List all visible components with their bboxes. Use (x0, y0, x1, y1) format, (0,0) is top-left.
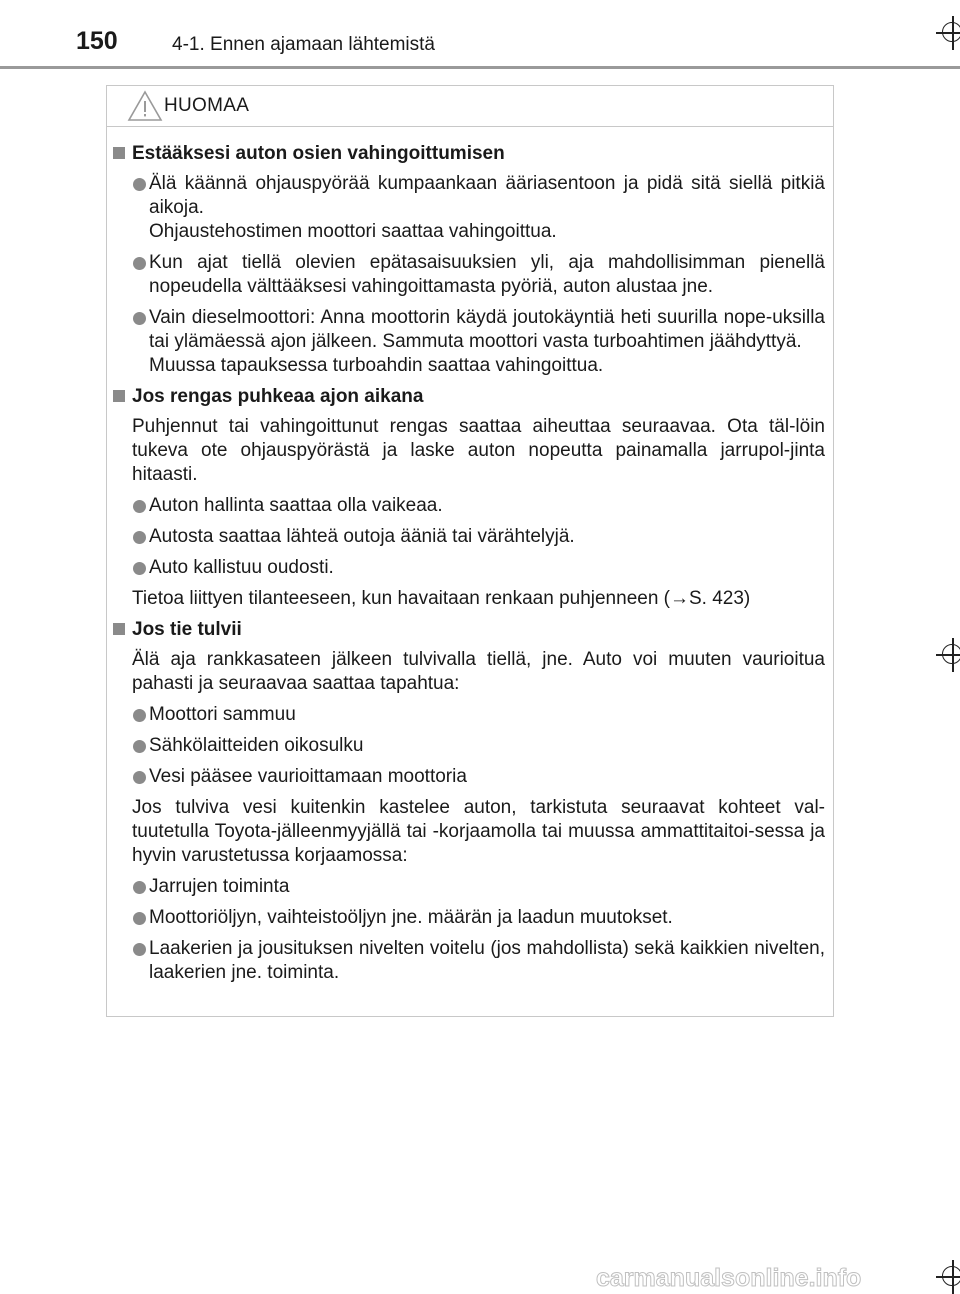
caution-header (107, 86, 833, 127)
caution-box (106, 85, 834, 1017)
round-bullet-icon (133, 943, 146, 956)
page-number: 150 (76, 27, 118, 55)
list-item: Auton hallinta saattaa olla vaikeaa. (113, 494, 825, 518)
section-heading: Jos rengas puhkeaa ajon aikana (113, 385, 825, 409)
list-item: Moottori sammuu (113, 703, 825, 727)
list-item: Vain dieselmoottori: Anna moottorin käydä joutokäyntiä heti suurilla nope-uksilla tai ylämäessä ajon jälkeen. Sammuta moottori vasta turboahtimen jäähdyttyä. Muussa tapauksessa turboahdin saattaa vahingoittua. (113, 306, 825, 378)
watermark-text: carmanualsonline.info (596, 1264, 862, 1292)
round-bullet-icon (133, 178, 146, 191)
square-bullet-icon (113, 623, 125, 635)
paragraph: Puhjennut tai vahingoittunut rengas saattaa aiheuttaa seuraavaa. Ota täl-löin tukeva ote ohjauspyörästä ja laske auton nopeutta painamalla jarrupol-jinta hitaasti. (132, 416, 825, 485)
warning-triangle-icon (127, 90, 163, 122)
caution-body (107, 127, 833, 985)
list-item: Jarrujen toiminta (113, 875, 825, 899)
round-bullet-icon (133, 312, 146, 325)
round-bullet-icon (133, 912, 146, 925)
section-heading: Jos tie tulvii (113, 618, 825, 642)
list-item: Autosta saattaa lähteä outoja ääniä tai värähtelyjä. (113, 525, 825, 549)
round-bullet-icon (133, 257, 146, 270)
round-bullet-icon (133, 709, 146, 722)
bullet-note: Ohjaustehostimen moottori saattaa vahingoittua. (149, 221, 557, 242)
list-item: Sähkölaitteiden oikosulku (113, 734, 825, 758)
bullet-note: Muussa tapauksessa turboahdin saattaa vahingoittua. (149, 355, 604, 376)
square-bullet-icon (113, 147, 125, 159)
watermark (596, 1262, 948, 1292)
list-item: Laakerien ja jousituksen nivelten voitelu (jos mahdollista) sekä kaikkien nivelten, laakerien jne. toiminta. (113, 937, 825, 985)
round-bullet-icon (133, 771, 146, 784)
round-bullet-icon (133, 562, 146, 575)
round-bullet-icon (133, 881, 146, 894)
paragraph: Jos tulviva vesi kuitenkin kastelee auton, tarkistuta seuraavat kohteet val-tuutetulla Toyota-jälleenmyyjällä tai -korjaamolla tai muussa ammattitaitoi-sessa ja hyvin varustetussa korjaamossa: (132, 797, 825, 866)
crop-mark-top-right (936, 16, 960, 50)
crop-mark-mid-right (936, 638, 960, 672)
round-bullet-icon (133, 740, 146, 753)
round-bullet-icon (133, 500, 146, 513)
list-item: Älä käännä ohjauspyörää kumpaankaan ääriasentoon ja pidä sitä siellä pitkiä aikoja. Ohjaustehostimen moottori saattaa vahingoittua. (113, 172, 825, 244)
section-title: 4-1. Ennen ajamaan lähtemistä (172, 34, 435, 55)
caution-label: HUOMAA (164, 95, 250, 116)
round-bullet-icon (133, 531, 146, 544)
list-item: Auto kallistuu oudosti. (113, 556, 825, 580)
list-item: Vesi pääsee vaurioittamaan moottoria (113, 765, 825, 789)
page-reference-paragraph: Tietoa liittyen tilanteeseen, kun havaitaan renkaan puhjenneen (→S. 423) (132, 588, 751, 609)
header-rule (0, 66, 960, 69)
square-bullet-icon (113, 390, 125, 402)
list-item: Moottoriöljyn, vaihteistoöljyn jne. määrän ja laadun muutokset. (113, 906, 825, 930)
section-heading: Estääksesi auton osien vahingoittumisen (113, 142, 825, 166)
list-item: Kun ajat tiellä olevien epätasaisuuksien yli, aja mahdollisimman pienellä nopeudella välttääksesi vahingoittamasta pyöriä, auton alustaa jne. (113, 251, 825, 299)
paragraph: Älä aja rankkasateen jälkeen tulvivalla tiellä, jne. Auto voi muuten vaurioitua pahasti ja seuraavaa saattaa tapahtua: (132, 649, 825, 694)
